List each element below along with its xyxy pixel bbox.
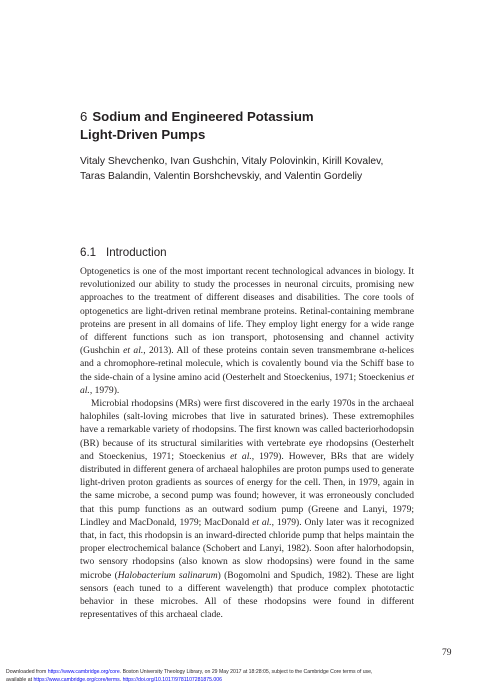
footer-doi-link[interactable]: https://doi.org/10.1017/9781107281875.006 (122, 677, 222, 683)
chapter-title-line-1 (80, 108, 440, 126)
paragraph-2-part-e: , 1979). Only later was it recognized that, in fact, this rhodopsin is an inward-directed chloride pump that helps maintain the proper electrochemical balance (Schobert and Lanyi, 1982). Soon after halorhodopsin, two sensory rhodopsins (also known as slow rhodopsins) were found in the same microbe ( (80, 516, 415, 581)
paragraph-1-part-e: , 1979). (89, 384, 120, 396)
body-text (80, 265, 414, 621)
section-number: 6.1 (80, 246, 97, 259)
page-number: 79 (442, 648, 452, 658)
section-heading (80, 245, 380, 260)
footer-text-1: Downloaded from (6, 669, 48, 675)
author-list (80, 154, 420, 184)
download-footer (6, 668, 490, 684)
paragraph-1 (80, 265, 414, 397)
paragraph-2-italic-d: et al. (252, 516, 272, 528)
footer-terms-link[interactable]: https://www.cambridge.org/core/terms (33, 677, 120, 683)
paragraph-2-part-a: Microbial rhodopsins (MRs) were first discovered in the early 1970s in the archaeal halophiles (salt-loving microbes that live in saturated brines). These extremophiles have a remarkable variety of rhodopsins. The first known was called bacteriorhodopsin (BR) because of its structural similarities with vertebrate eye rhodopsins (Oesterhelt and Stoeckenius, 1971; Stoeckenius (80, 398, 414, 462)
chapter-title (80, 108, 440, 144)
paragraph-2 (80, 397, 414, 621)
paragraph-2-part-g: ) (Bogomolni and Spudich, 1982). These are light sensors (each tuned to a different wavelength) that produce complex phototactic behavior in these microbes. All of these rhodopsins were found in different representatives of this archaeal clade. (80, 569, 414, 621)
footer-text-3: available at (6, 677, 34, 683)
footer-text-2: . Boston University Theology Library, on 29 May 2017 at 18:28:05, subject to the Cambridge Core terms of use, (119, 669, 373, 675)
paragraph-1-part-c: , 2013). All of these proteins contain seven transmembrane α-helices and a chromophore-retinal molecule, which is covalently bound via the Schiff base to the side-chain of a lysine amino acid (Oesterhelt and Stoeckenius, 1971; Stoeckenius (80, 345, 414, 383)
paragraph-1-part-a: Optogenetics is one of the most important recent technological advances in biology. It revolutionized our ability to study the processes in neuronal circuits, promising new approaches to the treatment of different diseases and disabilities. The core tools of optogenetics are light-driven retinal membrane proteins. Retinal-containing membrane proteins are present in all domains of life. They employ light energy for a wide range of different functions such as ion transport, photosensing and channel activity (Gushchin (80, 266, 414, 357)
paragraph-1-italic-d: et al. (80, 371, 414, 396)
author-line-2: Taras Balandin, Valentin Borshchevskiy, and Valentin Gordeliy (80, 171, 363, 182)
paragraph-2-italic-f: Halobacterium salinarum (117, 569, 218, 581)
section-title: Introduction (106, 246, 167, 259)
paragraph-2-part-c: , 1979). However, BRs that are widely distributed in different genera of archaeal halophiles are proton pumps used to generate light-driven proton gradients as sources of energy for the cell. Then, in 1979, again in the same microbe, a second pump was found; however, it was erroneously concluded that this pump functions as an outward sodium pump (Greene and Lanyi, 1979; Lindley and MacDonald, 1979; MacDonald (80, 450, 414, 528)
footer-line-2 (6, 676, 490, 684)
chapter-title-line-2: Light-Driven Pumps (80, 127, 206, 142)
footer-text-4: . (119, 677, 123, 683)
paragraph-2-italic-b: et al. (230, 450, 252, 462)
chapter-title-text-1: Sodium and Engineered Potassium (92, 109, 314, 124)
paragraph-1-italic-b: et al. (123, 345, 144, 357)
footer-line-1 (6, 668, 490, 676)
footer-core-link[interactable]: https://www.cambridge.org/core (47, 669, 120, 675)
chapter-number: 6 (80, 109, 88, 124)
author-line-1: Vitaly Shevchenko, Ivan Gushchin, Vitaly Polovinkin, Kirill Kovalev, (80, 156, 384, 167)
